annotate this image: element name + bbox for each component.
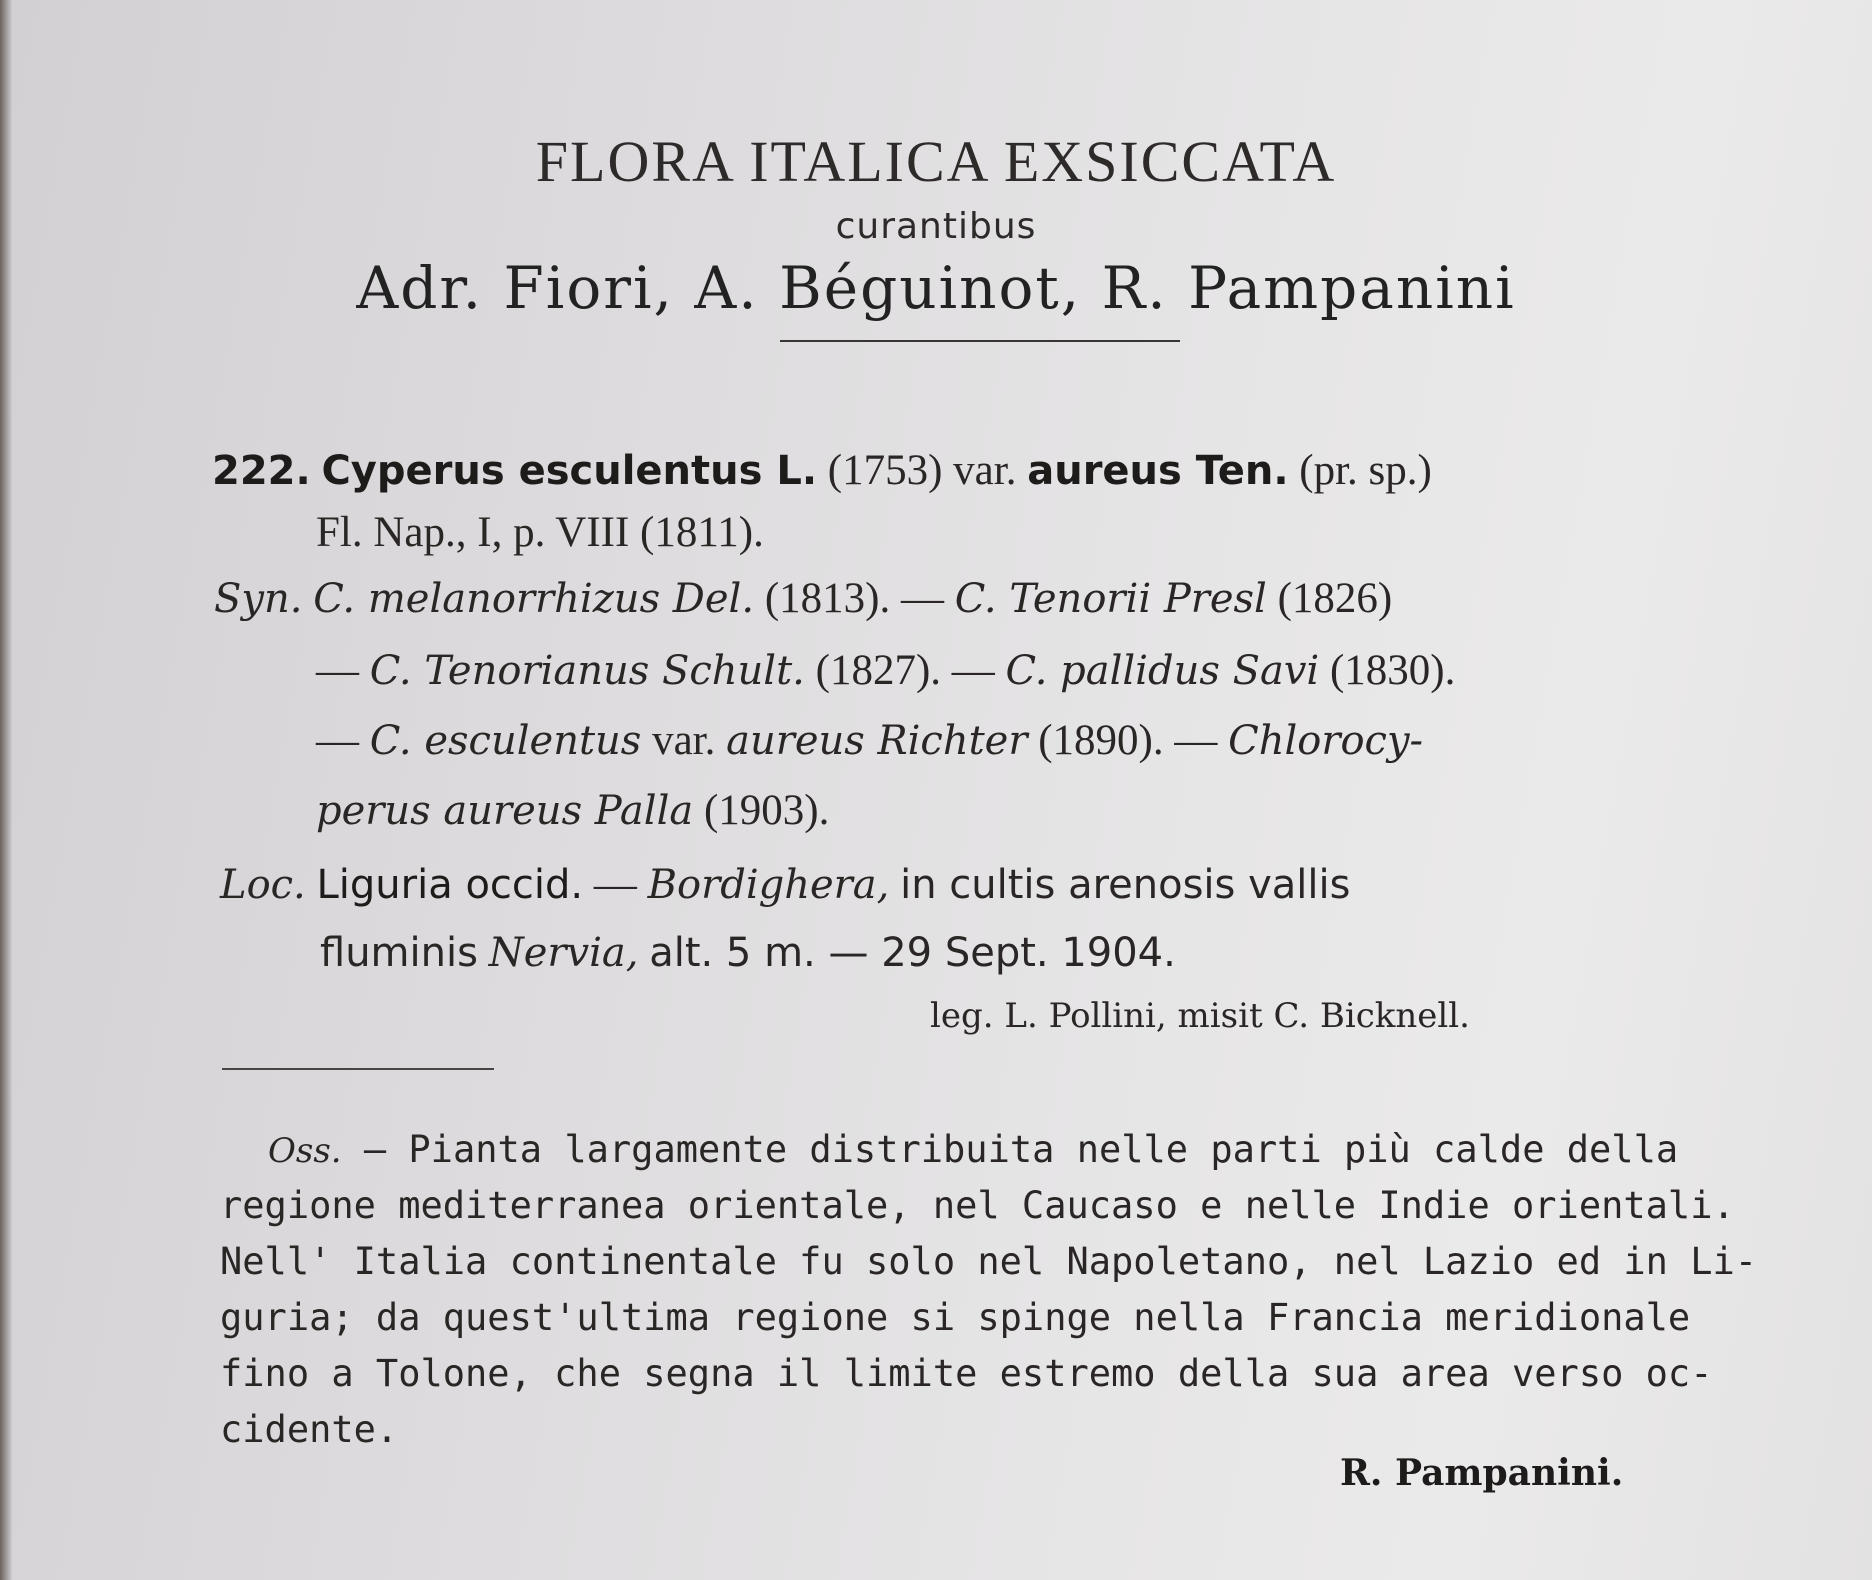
observation-text: guria; da quest'ultima regione si spinge nella Francia meridionale xyxy=(220,1296,1691,1339)
collector-text: leg. L. Pollini, misit C. Bicknell. xyxy=(930,996,1470,1036)
header-divider xyxy=(780,340,1180,342)
collector-line xyxy=(930,996,1470,1036)
synonym-year: (1890). — xyxy=(1038,717,1218,764)
locality-region: Liguria occid. xyxy=(316,862,584,908)
synonym-name: C. Tenorii Presl xyxy=(954,576,1267,622)
locality-description: in cultis arenosis vallis xyxy=(900,862,1351,908)
synonym-name: aureus Richter xyxy=(726,718,1028,764)
observation-text: regione mediterranea orientale, nel Caucaso e nelle Indie orientali. xyxy=(220,1184,1735,1227)
locality-text: fluminis xyxy=(320,930,478,976)
synonym-year: (1903). xyxy=(703,787,830,834)
observation-line-6 xyxy=(220,1408,1740,1451)
species-name: Cyperus esculentus L. xyxy=(321,448,818,494)
entry-line-1 xyxy=(212,446,1432,495)
synonym-name: Chlorocy- xyxy=(1228,718,1424,764)
variety-name: aureus Ten. xyxy=(1027,448,1289,494)
observation-line-5 xyxy=(220,1352,1740,1395)
observation-text: Nell' Italia continentale fu solo nel Napoletano, nel Lazio ed in Li- xyxy=(220,1240,1758,1283)
dash: — xyxy=(316,717,359,764)
dash: — xyxy=(316,647,359,694)
synonym-name: C. Tenorianus Schult. xyxy=(369,648,805,694)
locality-line-2 xyxy=(320,928,1176,977)
synonym-year: (1827). — xyxy=(815,647,995,694)
entry-line-2 xyxy=(316,508,764,557)
observation-line-1 xyxy=(268,1128,1788,1171)
label-authors: Adr. Fiori, A. Béguinot, R. Pampanini xyxy=(356,254,1516,322)
synonyms-line-3 xyxy=(316,716,1423,765)
label-title: FLORA ITALICA EXSICCATA xyxy=(535,129,1337,194)
synonym-year: (1813). — xyxy=(764,575,944,622)
synonyms-line-1 xyxy=(214,574,1392,623)
observation-text: fino a Tolone, che segna il limite estremo della sua area verso oc- xyxy=(220,1352,1713,1395)
locality-label: Loc. xyxy=(220,862,306,908)
observation-line-3 xyxy=(220,1240,1758,1283)
synonym-year: (1830). xyxy=(1329,647,1456,694)
observation-label: Oss. xyxy=(268,1131,342,1171)
entry-number: 222. xyxy=(212,448,311,494)
observation-text: — Pianta largamente distribuita nelle parti più calde della xyxy=(363,1128,1679,1171)
species-year: (1753) var. xyxy=(827,447,1017,494)
synonyms-line-4 xyxy=(316,786,829,835)
observation-text: cidente. xyxy=(220,1408,399,1451)
synonym-name: perus aureus Palla xyxy=(316,788,694,834)
label-subtitle: curantibus xyxy=(835,206,1037,247)
author-signature: R. Pampanini. xyxy=(1340,1452,1624,1494)
synonym-name: C. pallidus Savi xyxy=(1005,648,1320,694)
locality-place: Bordighera, xyxy=(647,862,890,908)
synonym-name: C. esculentus xyxy=(369,718,642,764)
locality-river: Nervia, xyxy=(488,930,639,976)
variety-rank: (pr. sp.) xyxy=(1299,447,1432,494)
dash: — xyxy=(593,861,637,908)
observation-line-4 xyxy=(220,1296,1740,1339)
locality-altitude-date: alt. 5 m. — 29 Sept. 1904. xyxy=(649,930,1176,976)
section-divider xyxy=(222,1068,494,1070)
synonym-year: (1826) xyxy=(1277,575,1393,622)
publication-citation: Fl. Nap., I, p. VIII (1811). xyxy=(316,509,764,556)
synonym-var: var. xyxy=(652,717,716,764)
synonym-name: C. melanorrhizus Del. xyxy=(313,576,755,622)
synonyms-label: Syn. xyxy=(214,576,303,622)
observation-line-2 xyxy=(220,1184,1740,1227)
locality-line-1 xyxy=(220,860,1350,909)
synonyms-line-2 xyxy=(316,646,1455,695)
